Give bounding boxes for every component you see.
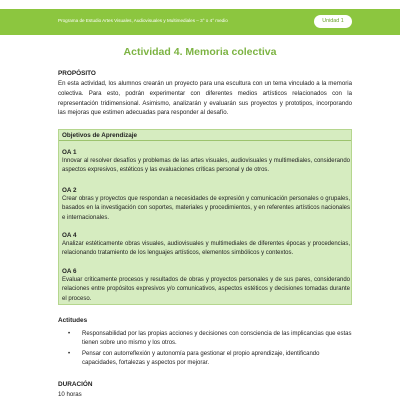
page-header-bar [0, 9, 400, 35]
attitudes-label: Actitudes [58, 317, 88, 324]
unit-badge: Unidad 1 [314, 15, 352, 28]
program-title: Programa de Estudio Artes Visuales, Audiovisuales y Multimediales – 3° o 4° medio [58, 18, 228, 23]
purpose-label: PROPÓSITO [58, 70, 96, 77]
objectives-header-row [59, 130, 351, 141]
duration-label: DURACIÓN [58, 381, 93, 388]
oa-code: OA 2 [62, 187, 77, 194]
activity-title: Actividad 4. Memoria colectiva [123, 46, 277, 58]
purpose-text: En esta actividad, los alumnos crearán un proyecto para una escultura con un tema vinculado a la memoria colectiva. Para esto, podrán experimentar con diferentes medios artísticos relacionados con la representación tridimensional. Asimismo, analizarán y evaluarán sus proyectos y prototipos, incorporando las mejoras que estimen adecuadas para responder al desafío. [58, 80, 352, 117]
oa-code: OA 1 [62, 149, 77, 156]
oa-text: Innovar al resolver desafíos y problemas de las artes visuales, audiovisuales y multimediales, considerando aspectos expresivos, estéticos y las evaluaciones críticas personal y de otros. [62, 158, 350, 174]
bullet-icon: • [68, 331, 71, 337]
attitude-text: Responsabilidad por las propias acciones y decisiones con consciencia de las implicancias que estas tienen sobre uno mismo y los otros. [82, 331, 352, 347]
duration-value: 10 horas [58, 391, 82, 398]
learning-objectives-box [58, 129, 352, 305]
oa-text: Evaluar críticamente procesos y resultados de obras y proyectos personales y de sus pares, considerando relaciones entre propósitos expresivos y/o comunicativos, aspectos estéticos y decisiones tomadas durante el proceso. [62, 277, 350, 302]
oa-code: OA 6 [62, 268, 77, 275]
oa-text: Crear obras y proyectos que respondan a necesidades de expresión y comunicación personales o grupales, basados en la investigación con soportes, materiales y procedimientos, y en referentes artísticos nacionales e internacionales. [62, 196, 350, 221]
objectives-header: Objetivos de Aprendizaje [62, 132, 137, 139]
oa-code: OA 4 [62, 232, 77, 239]
attitude-text: Pensar con autorreflexión y autonomía para gestionar el propio aprendizaje, identificando capacidades, fortalezas y aspectos por mejorar. [82, 351, 320, 367]
oa-text: Analizar estéticamente obras visuales, audiovisuales y multimediales de diferentes épocas y procedencias, relacionando tratamiento de los lenguajes artísticos, elementos simbólicos y contextos. [62, 241, 350, 257]
bullet-icon: • [68, 351, 71, 357]
